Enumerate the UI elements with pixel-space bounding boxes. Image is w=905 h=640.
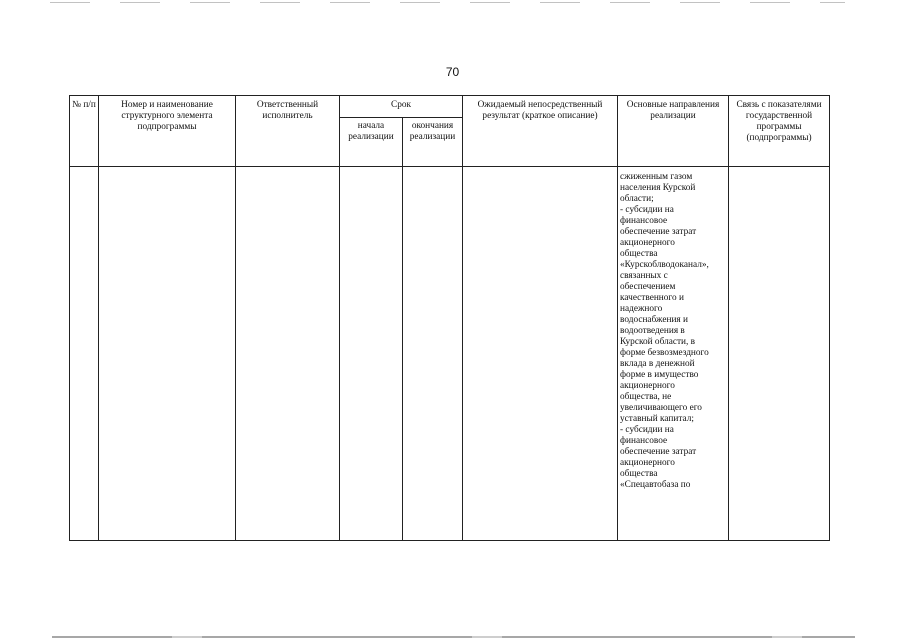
cell-executor [236, 167, 340, 541]
header-term-end: окончания реализации [403, 118, 463, 167]
directions-line: форме в имущество [620, 370, 699, 380]
directions-line: вклада в денежной [620, 359, 695, 369]
header-executor: Ответственный исполнитель [236, 96, 340, 167]
header-program-link: Связь с показателями государственной программы (подпрограммы) [729, 96, 830, 167]
directions-line: обеспечение затрат [620, 227, 697, 237]
cell-expected-result [463, 167, 618, 541]
directions-line: - субсидии на [620, 205, 674, 215]
cell-term-end [403, 167, 463, 541]
directions-line: области; [620, 194, 654, 204]
directions-line: обеспечение затрат [620, 447, 697, 457]
directions-line: финансовое [620, 436, 668, 446]
directions-line: общества [620, 469, 658, 479]
cell-program-link [729, 167, 830, 541]
directions-line: населения Курской [620, 183, 696, 193]
directions-line: уставный капитал; [620, 414, 694, 424]
directions-line: общества [620, 249, 658, 259]
cell-num [70, 167, 99, 541]
directions-line: акционерного [620, 238, 675, 248]
directions-line: форме безвозмездного [620, 348, 709, 358]
directions-line: связанных с [620, 271, 668, 281]
header-main-directions: Основные направления реализации [618, 96, 729, 167]
cell-main-directions [618, 167, 729, 541]
directions-line: Курской области, в [620, 337, 696, 347]
directions-line: качественного и [620, 293, 684, 303]
directions-line: обеспечением [620, 282, 676, 292]
directions-line: сжиженным газом [620, 172, 693, 182]
directions-line: увеличивающего его [620, 403, 702, 413]
header-structural-element: Номер и наименование структурного элемента подпрограммы [99, 96, 236, 167]
directions-line: - субсидии на [620, 425, 674, 435]
table-row [70, 167, 830, 541]
implementation-table [69, 95, 830, 541]
directions-line: водоснабжения и [620, 315, 689, 325]
page-number: 70 [445, 65, 460, 79]
directions-line: «Спецавтобаза по [620, 480, 691, 490]
directions-line: финансовое [620, 216, 668, 226]
directions-line: надежного [620, 304, 663, 314]
scan-edge-top [50, 2, 845, 3]
directions-line: акционерного [620, 458, 675, 468]
header-expected-result: Ожидаемый непосредственный результат (краткое описание) [463, 96, 618, 167]
header-num: № п/п [70, 96, 99, 167]
directions-line: акционерного [620, 381, 675, 391]
scan-edge-bottom [52, 636, 855, 638]
cell-term-start [340, 167, 403, 541]
header-term-start: начала реализации [340, 118, 403, 167]
header-term: Срок [340, 96, 463, 118]
directions-line: водоотведения в [620, 326, 685, 336]
directions-line: общества, не [620, 392, 672, 402]
cell-structural-element [99, 167, 236, 541]
directions-text [620, 172, 726, 491]
directions-line: «Курскоблводоканал», [620, 260, 709, 270]
